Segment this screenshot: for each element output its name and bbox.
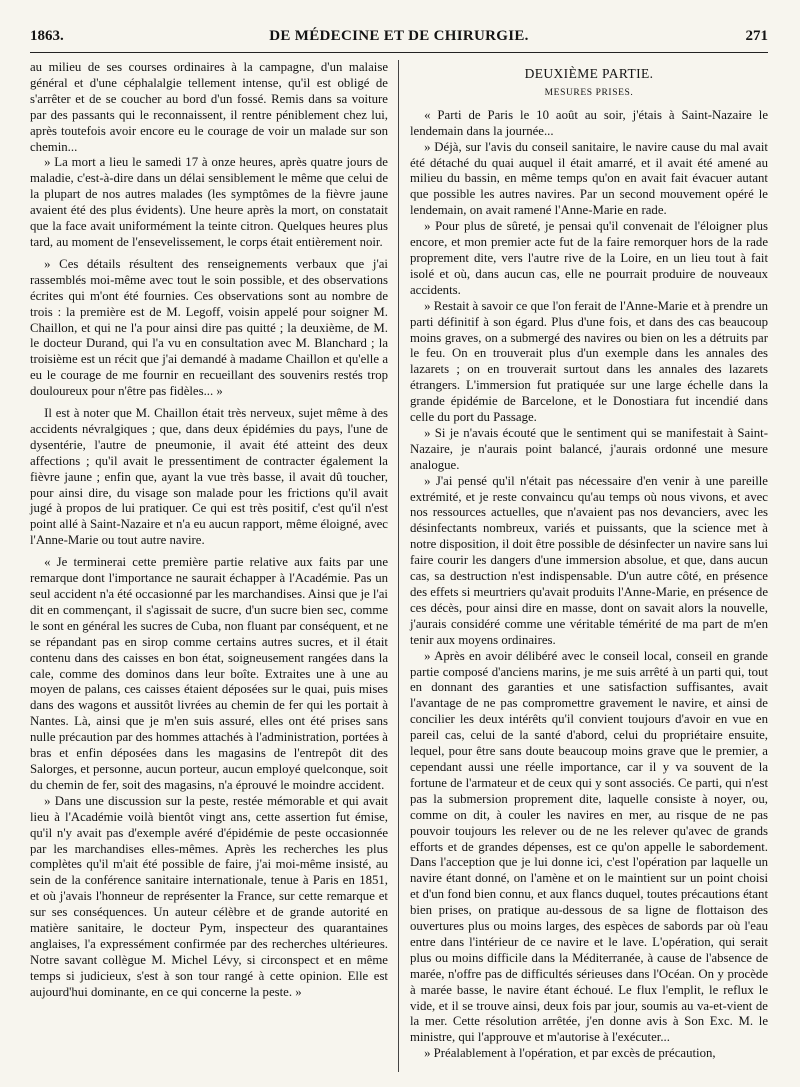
paragraph: « Parti de Paris le 10 août au soir, j'étais à Saint-Nazaire le lendemain dans la journée... [410,107,768,138]
header-year: 1863. [30,28,64,44]
column-divider [398,60,399,1072]
paragraph: » Pour plus de sûreté, je pensai qu'il convenait de l'éloigner plus encore, et mon premier acte fut de la faire remorquer hors de la rade proprement dite, vers l'autre rive de la Loire, en un lieu tout à fait isolé et où, dans aucun cas, elle ne pourrait produire de nouveaux accidents. [410,219,768,297]
paragraph: » Si je n'avais écouté que le sentiment qui se manifestait à Saint-Nazaire, je n'aurais point balancé, j'aurais ordonné une mesure analogue. [410,425,768,472]
paragraph: » Déjà, sur l'avis du conseil sanitaire, le navire cause du mal avait été détaché du quai auquel il était amarré, et il avait été amené au milieu du bassin, en même temps qu'on en avait fait évacuer autant que possible les autres navires. Par un second mouvement opéré le lendemain, on avait ramené l'Anne-Marie en rade. [410,139,768,218]
paragraph: » La mort a lieu le samedi 17 à onze heures, après quatre jours de maladie, c'est-à-dire dans un délai sensiblement le même que celui de la plupart de nos autres malades (les symptômes de la fièvre jaune avaient été des plus évidents). Une heure après la mort, on constatait que la face avait uniformément la teinte citron. Quelques heures plus tard, au moment de l'ensevelissement, le corps était entièrement noir. [30,155,388,249]
header-title: DE MÉDECINE ET DE CHIRURGIE. [269,28,529,44]
paragraph: au milieu de ses courses ordinaires à la campagne, d'un malaise général et d'une céphalalgie tellement intense, qu'il est obligé de s'arrêter et de se coucher au bord d'un fossé. Remis dans sa voiture par des passants qui le reconnaissent, il rentre péniblement chez lui, après toutefois avoir encore eu le courage de voir un malade sur son chemin... [30,60,388,154]
paragraph: » Dans une discussion sur la peste, restée mémorable et qui avait lieu à l'Académie voilà bientôt vingt ans, cette assertion fut émise, qu'il n'y avait pas d'exemple avéré d'épidémie de peste occasionnée par les marchandises elles-mêmes. Après les recherches les plus complètes qu'il m'ait été possible de faire, j'ai moi-même insisté, au sein de la conférence sanitaire internationale, tenue à Paris en 1851, et où j'avais l'honneur de représenter la France, sur cette remarque et sur ses conséquences. Un auteur célèbre et de grande autorité en matière sanitaire, le docteur Pym, inspecteur des quarantaines anglaises, l'a expressément confirmée par des recherches ultérieures. Notre savant collègue M. Michel Lévy, si circonspect et en même temps si judicieux, s'est à son tour rangé à cette opinion. Elle est aujourd'hui dominante, en ce qui concerne la peste. » [30,793,388,999]
paragraph: » Après en avoir délibéré avec le conseil local, conseil en grande partie composé d'anciens marins, je me suis arrêté à un parti qui, tout en donnant des garanties et une satisfaction suffisantes, avait l'avantage de ne pas compromettre gravement le navire, et ainsi de concilier les deux intérêts qu'il convient toujours d'avoir en vue en pareil cas, celui de la santé d'abord, celui du propriétaire ensuite, lequel, pour être sans doute beaucoup moins grave que le premier, a cependant aussi une réelle importance, car il y va souvent de la fortune de l'armateur et de ceux qui y sont associés. Ce parti, qui n'est pas la submersion proprement dite, laquelle consiste à noyer, ou, comme on dit, à couler les navires en mer, au risque de ne pas pouvoir toujours les relever ou de ne les relever qu'avec de grands efforts et de grandes dépenses, est ce qu'on appelle le sabordement. Dans l'acception que je lui donne ici, c'est l'opération par laquelle un navire étant donné, on l'amène et on le maintient sur un point choisi et d'un fond bien connu, et aux flancs duquel, toutes précautions étant bien prises, on pratique au-dessous de sa ligne de flottaison des ouvertures plus ou moins larges, des espèces de sabords par où l'eau entre dans l'intérieur de ce navire et le lave. L'opération, qui serait plus ou moins difficile dans la Méditerranée, à cause de l'absence de marée, n'offre pas de difficultés sérieuses dans l'Océan. On y procède à marée basse, le navire étant échoué. Le flux l'emplit, le reflux le vide, et il se trouve ainsi, deux fois par jour, soumis au va-et-vient de la mer. Cette résolution arrêtée, j'en donne avis à Son Exc. M. le ministre, qui l'approuve et m'autorise à l'exécuter... [410,648,768,1045]
right-column [410,60,768,1062]
paragraph: Il est à noter que M. Chaillon était très nerveux, sujet même à des accidents névralgiques ; que, dans deux épidémies du pays, l'une de dysentérie, l'autre de pneumonie, il avait été atteint des deux affections ; qu'il avait le pressentiment de contracter également la fièvre jaune ; enfin que, ayant la vue très basse, il avait dû toucher, pour ainsi dire, du visage son malade pour les frictions qu'il avait jugé à propos de lui pratiquer. Ce qui est très positif, c'est qu'il n'est point allé à Saint-Nazaire et n'a eu aucun rapport, même éloigné, avec l'Anne-Marie ou tout autre navire. [30,406,388,548]
paragraph: » Ces détails résultent des renseignements verbaux que j'ai rassemblés moi-même avec tout le soin possible, et des observations écrites qui m'ont été fournies. Ces observations sont au nombre de trois : la première est de M. Legoff, voisin appelé pour soigner M. Chaillon, et qui ne l'a pour ainsi dire pas quitté ; la deuxième, de M. le docteur Durand, qui l'a vu en consultation avec M. Blanchard ; la troisième est un récit que j'ai demandé à madame Chaillon et qu'elle a eu le courage de me fournir en recueillant des souvenirs restés trop douloureux pour n'être pas fidèles... » [30,256,388,399]
running-header [30,26,768,53]
section-title: DEUXIÈME PARTIE. [524,66,654,81]
left-column [30,60,388,1001]
page-number: 271 [745,28,768,44]
paragraph: » Restait à savoir ce que l'on ferait de l'Anne-Marie et à prendre un parti définitif à son égard. Plus d'une fois, et dans des cas beaucoup moins graves, on a submergé des navires ou bien on les a détruits par le feu. On en trouverait plus d'un exemple dans les annales des lazarets ; on en trouverait surtout dans les annales des lazarets étrangers. L'immersion fut pratiquée sur une large échelle dans la grande épidémie de Barcelone, et le Donostiara fut incendié dans celle du port du Passage. [410,298,768,425]
paragraph: » J'ai pensé qu'il n'était pas nécessaire d'en venir à une pareille extrémité, et je reste convaincu qu'au temps où nous vivons, et avec nos ressources actuelles, que n'avaient pas nos devanciers, avec les désinfectants nombreux, variés et puissants, que la science met à notre disposition, il doit être possible de désinfecter un navire sans lui faire courir les dangers d'une immersion absolue, et que, dans aucun cas, sa destruction n'est indispensable. D'un autre côté, en présence des effets si meurtriers qu'avait produits l'Anne-Marie, en présence de ces décès, pour ainsi dire en masse, dont on savait alors la nouvelle, j'aurais considéré comme une véritable témérité de ma part de m'en tenir aux moyens ordinaires. [410,473,768,647]
paragraph: « Je terminerai cette première partie relative aux faits par une remarque dont l'importance ne saurait échapper à l'Académie. Pas un seul accident n'a été occasionné par les marchandises. Ainsi que je l'ai dit en commençant, il s'agissait de sucre, d'un sucre bien sec, comme le sont en général les sucres de Cuba, non fluant par conséquent, et ne se répandant pas en sirop comme certains autres sucres, et il était contenu dans des caisses en bon état, soigneusement rangées dans la cale, comme des dominos dans leur boîte. Extraites une à une au moyen de palans, ces caisses étaient déposées sur le quai, puis mises dans des wagons et aussitôt livrées au chemin de fer qui les portait à Nantes. Là, ainsi que je m'en suis assuré, elles ont été prises sans nulle précaution par des hommes attachés à l'administration, portées à bras et enfin déposées dans les magasins de l'entrepôt dit des Salorges, et personne, aucun porteur, aucun employé quelconque, soit du chemin de fer, soit des magasins, n'a éprouvé le moindre accident. [30,555,388,792]
section-subtitle: MESURES PRISES. [544,87,634,98]
journal-page [30,26,768,1078]
paragraph: » Préalablement à l'opération, et par excès de précaution, [424,1046,716,1061]
